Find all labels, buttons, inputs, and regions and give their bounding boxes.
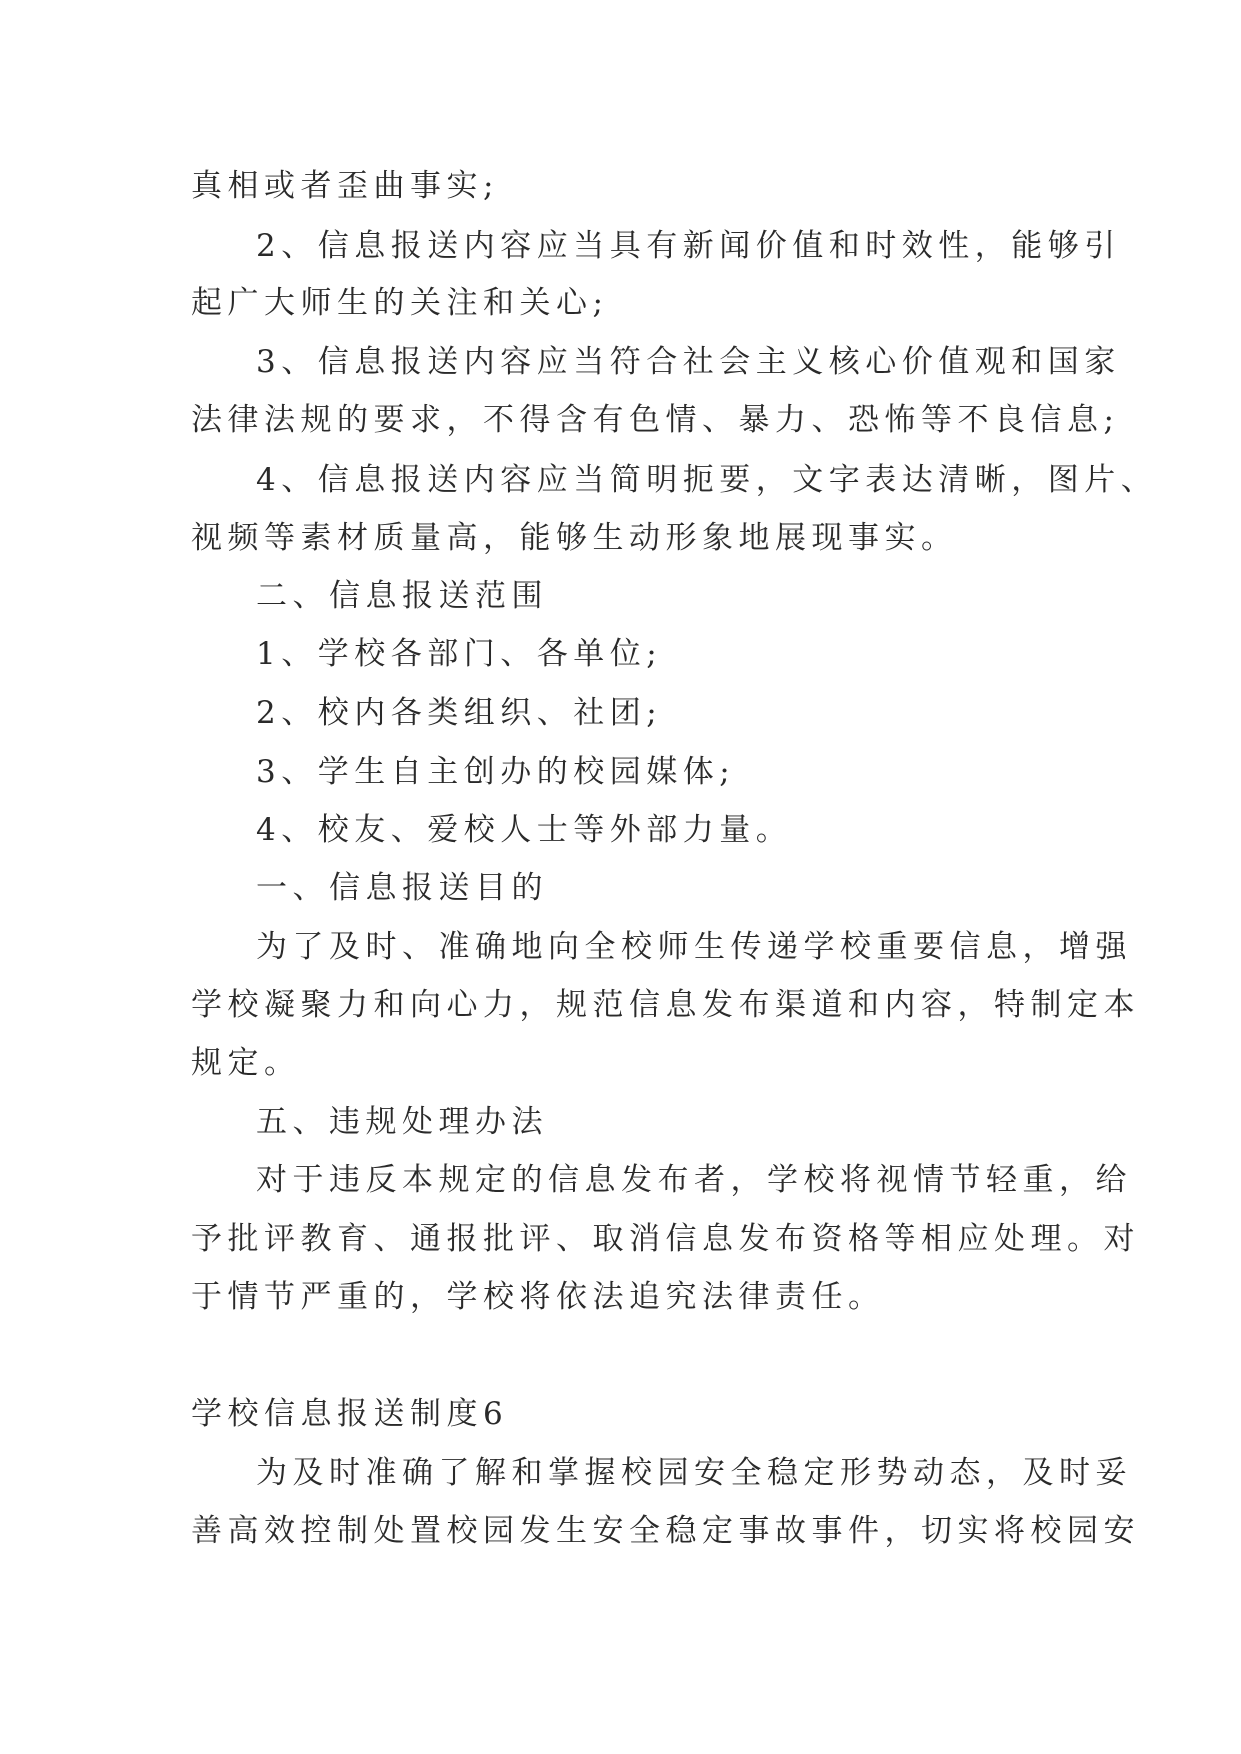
text-line: 真相或者歪曲事实; (191, 168, 499, 204)
text-line: 4、信息报送内容应当简明扼要，文字表达清晰，图片、 (256, 462, 1158, 498)
text-line: 规定。 (191, 1045, 301, 1081)
text-line: 3、信息报送内容应当符合社会主义核心价值观和国家 (256, 344, 1121, 380)
text-line: 为了及时、准确地向全校师生传递学校重要信息，增强 (256, 929, 1132, 965)
text-line: 法律法规的要求，不得含有色情、暴力、恐怖等不良信息; (191, 402, 1120, 438)
section-heading: 五、违规处理办法 (256, 1104, 548, 1140)
text-line: 于情节严重的，学校将依法追究法律责任。 (191, 1279, 885, 1315)
list-item: 2、校内各类组织、社团; (256, 695, 663, 731)
list-item: 3、学生自主创办的校园媒体; (256, 754, 736, 790)
section-heading: 二、信息报送范围 (256, 578, 548, 614)
list-item: 4、校友、爱校人士等外部力量。 (256, 812, 793, 848)
text-line: 予批评教育、通报批评、取消信息发布资格等相应处理。对 (191, 1221, 1140, 1257)
document-title: 学校信息报送制度6 (191, 1396, 509, 1432)
text-line: 学校凝聚力和向心力，规范信息发布渠道和内容，特制定本 (191, 987, 1140, 1023)
section-heading: 一、信息报送目的 (256, 870, 548, 906)
text-line: 善高效控制处置校园发生安全稳定事故事件，切实将校园安 (191, 1513, 1140, 1549)
text-line: 对于违反本规定的信息发布者，学校将视情节轻重，给 (256, 1162, 1132, 1198)
text-line: 起广大师生的关注和关心; (191, 285, 609, 321)
text-line: 视频等素材质量高，能够生动形象地展现事实。 (191, 520, 958, 556)
text-line: 2、信息报送内容应当具有新闻价值和时效性，能够引 (256, 228, 1121, 264)
list-item: 1、学校各部门、各单位; (256, 636, 663, 672)
text-line: 为及时准确了解和掌握校园安全稳定形势动态，及时妥 (256, 1455, 1132, 1491)
